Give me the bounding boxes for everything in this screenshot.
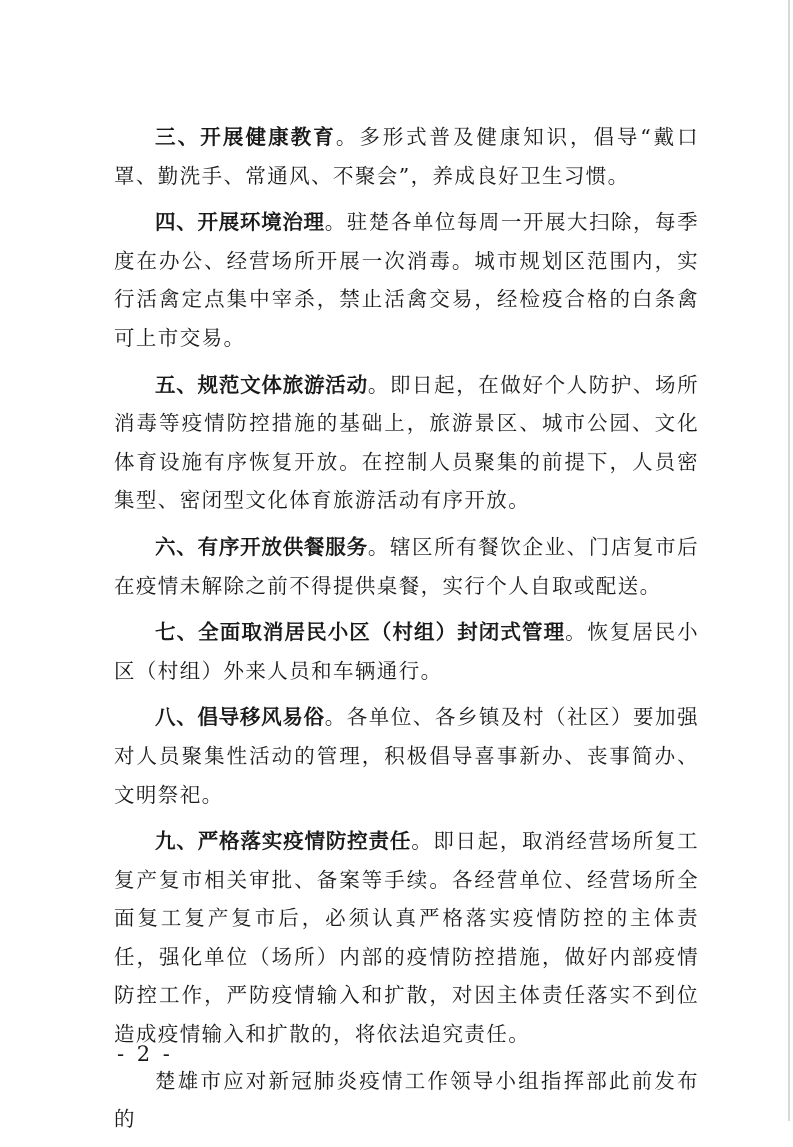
section-text: 。辖区所有餐饮企业、门店复市后在疫情未解除之前不得提供桌餐，实行个人自取或配送。 (114, 534, 699, 598)
section-text: 。驻楚各单位每周一开展大扫除，每季度在办公、经营场所开展一次消毒。城市规划区范围内，实行活禽定点集中宰杀，禁止活禽交易，经检疫合格的白条禽可上市交易。 (114, 210, 699, 350)
section-text: 。即日起，取消经营场所复工复产复市相关审批、备案等手续。各经营单位、经营场所全面复工复产复市后，必须认真严格落实疫情防控的主体责任，强化单位（场所）内部的疫情防控措施，做好内部疫情防控工作，严防疫情输入和扩散，对因主体责任落实不到位造成疫情输入和扩散的，将依法追究责任。 (114, 829, 699, 1047)
paragraph-customs (114, 698, 699, 814)
section-heading: 七、全面取消居民小区（村组）封闭式管理 (155, 620, 566, 645)
section-heading: 三、开展健康教育 (155, 125, 336, 149)
document-body (114, 118, 699, 1147)
paragraph-health-education (114, 118, 699, 195)
paragraph-continuation (114, 1062, 699, 1139)
section-heading: 六、有序开放供餐服务 (155, 534, 368, 559)
page-number: - 2 - (117, 1042, 173, 1066)
paragraph-responsibility (114, 822, 699, 1054)
section-text: 。各单位、各乡镇及村（社区）要加强对人员聚集性活动的管理，积极倡导喜事新办、丧事简办、文明祭祀。 (114, 705, 699, 807)
section-heading: 四、开展环境治理 (155, 210, 325, 235)
scan-edge-line (788, 0, 790, 1121)
section-heading: 八、倡导移风易俗 (155, 705, 325, 730)
section-text: 。即日起，在做好个人防护、场所消毒等疫情防控措施的基础上，旅游景区、城市公园、文化体育设施有序恢复开放。在控制人员聚集的前提下，人员密集型、密闭型文化体育旅游活动有序开放。 (114, 372, 699, 513)
section-heading: 九、严格落实疫情防控责任 (155, 829, 412, 854)
paragraph-catering (114, 528, 699, 605)
paragraph-culture-tourism (114, 366, 699, 520)
section-heading: 五、规范文体旅游活动 (155, 372, 368, 397)
section-text: 。多形式普及健康知识，倡导“戴口罩、勤洗手、常通风、不聚会”，养成良好卫生习惯。 (114, 125, 699, 188)
paragraph-environment (114, 203, 699, 357)
paragraph-residential-management (114, 613, 699, 690)
section-text: 楚雄市应对新冠肺炎疫情工作领导小组指挥部此前发布的 (114, 1068, 699, 1132)
section-text: 。恢复居民小区（村组）外来人员和车辆通行。 (114, 620, 699, 683)
